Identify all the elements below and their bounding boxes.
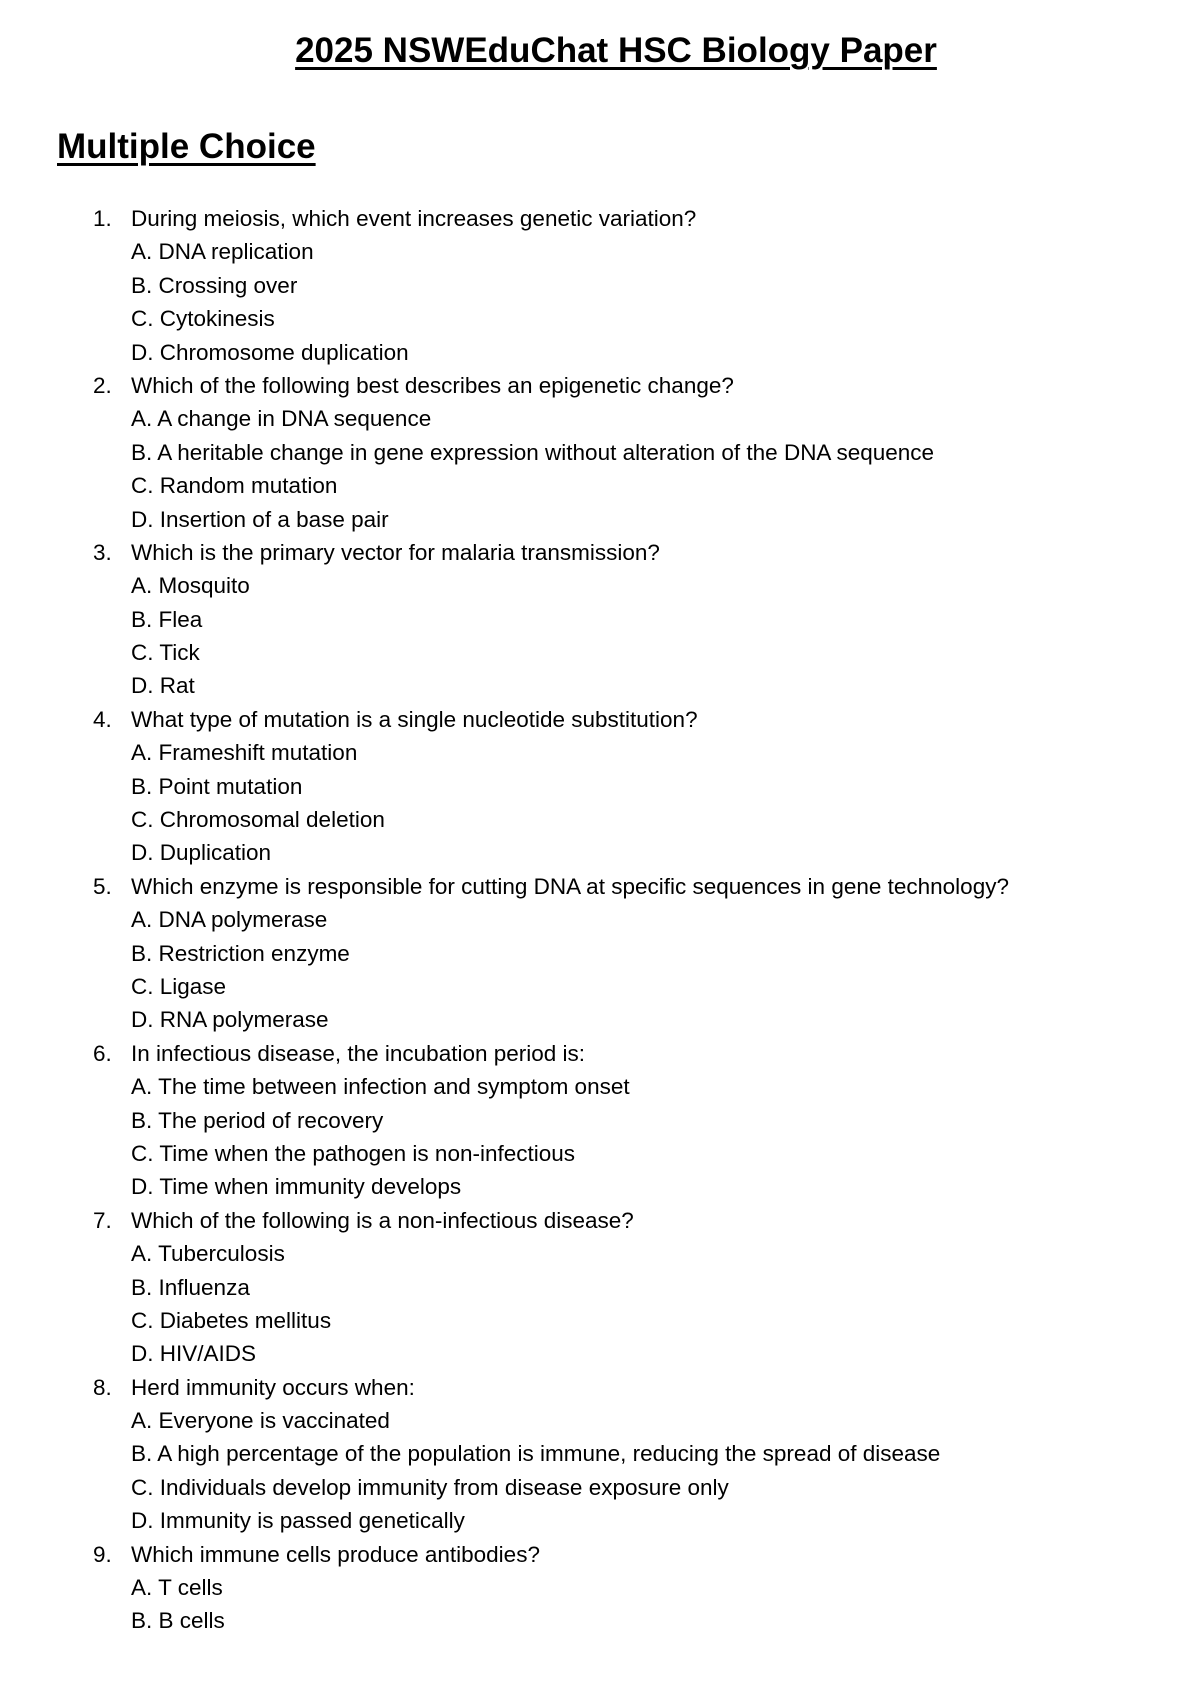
question-text: Herd immunity occurs when: (131, 1374, 415, 1400)
question-number: 7. (93, 1207, 112, 1233)
question-item (0, 202, 1009, 369)
question-text: Which enzyme is responsible for cutting DNA at specific sequences in gene technology? (131, 873, 1009, 899)
answer-option: D. HIV/AIDS (131, 1341, 257, 1367)
question-item (0, 1204, 1009, 1371)
question-text: What type of mutation is a single nucleotide substitution? (131, 706, 698, 732)
answer-option: B. A heritable change in gene expression without alteration of the DNA sequence (131, 439, 935, 465)
answer-option: D. Time when immunity develops (131, 1174, 462, 1200)
question-text: In infectious disease, the incubation period is: (131, 1040, 586, 1066)
document-title: 2025 NSWEduChat HSC Biology Paper (295, 31, 937, 70)
answer-option: C. Time when the pathogen is non-infectious (131, 1140, 576, 1166)
answer-option: C. Individuals develop immunity from disease exposure only (131, 1474, 729, 1500)
question-text: Which of the following best describes an epigenetic change? (131, 372, 734, 398)
question-item (0, 1538, 1009, 1638)
question-text: Which immune cells produce antibodies? (131, 1541, 540, 1567)
answer-option: A. DNA replication (131, 239, 314, 265)
answer-option: A. DNA polymerase (131, 907, 328, 933)
answer-option: A. A change in DNA sequence (131, 406, 432, 432)
answer-option: C. Diabetes mellitus (131, 1307, 332, 1333)
answer-option: D. Insertion of a base pair (131, 506, 389, 532)
answer-option: D. Duplication (131, 840, 272, 866)
answer-option: A. Everyone is vaccinated (131, 1408, 390, 1434)
answer-option: A. Mosquito (131, 573, 250, 599)
question-item (0, 870, 1009, 1037)
question-number: 4. (93, 706, 112, 732)
question-item (0, 703, 1009, 870)
answer-option: D. Rat (131, 673, 195, 699)
answer-option: A. T cells (131, 1575, 223, 1601)
section-heading: Multiple Choice (57, 127, 316, 166)
answer-option: B. B cells (131, 1608, 225, 1634)
answer-option: D. RNA polymerase (131, 1007, 329, 1033)
answer-option: D. Immunity is passed genetically (131, 1508, 465, 1534)
question-text: During meiosis, which event increases genetic variation? (131, 206, 697, 231)
question-number: 5. (93, 873, 112, 899)
answer-option: B. Crossing over (131, 272, 298, 298)
question-number: 8. (93, 1374, 112, 1400)
question-item (0, 369, 1009, 536)
question-text: Which of the following is a non-infectious disease? (131, 1207, 634, 1233)
question-number: 6. (93, 1040, 112, 1066)
answer-option: C. Ligase (131, 973, 227, 999)
answer-option: C. Random mutation (131, 473, 338, 499)
answer-option: B. The period of recovery (131, 1107, 384, 1133)
answer-option: B. Influenza (131, 1274, 250, 1300)
question-number: 1. (93, 206, 112, 231)
answer-option: A. The time between infection and symptom onset (131, 1074, 630, 1100)
answer-option: B. Restriction enzyme (131, 940, 350, 966)
question-item (0, 1371, 1009, 1538)
answer-option: B. Flea (131, 606, 203, 632)
question-number: 2. (93, 372, 112, 398)
answer-option: C. Chromosomal deletion (131, 807, 385, 833)
answer-option: C. Tick (131, 640, 200, 666)
question-number: 9. (93, 1541, 112, 1567)
question-number: 3. (93, 539, 112, 565)
question-list (0, 202, 1009, 1638)
answer-option: A. Tuberculosis (131, 1241, 285, 1267)
answer-option: D. Chromosome duplication (131, 339, 409, 365)
answer-option: B. Point mutation (131, 773, 303, 799)
question-item (0, 536, 1009, 703)
answer-option: B. A high percentage of the population is immune, reducing the spread of disease (131, 1441, 941, 1467)
question-text: Which is the primary vector for malaria transmission? (131, 539, 660, 565)
answer-option: C. Cytokinesis (131, 306, 275, 332)
question-item (0, 1037, 1009, 1204)
answer-option: A. Frameshift mutation (131, 740, 358, 766)
